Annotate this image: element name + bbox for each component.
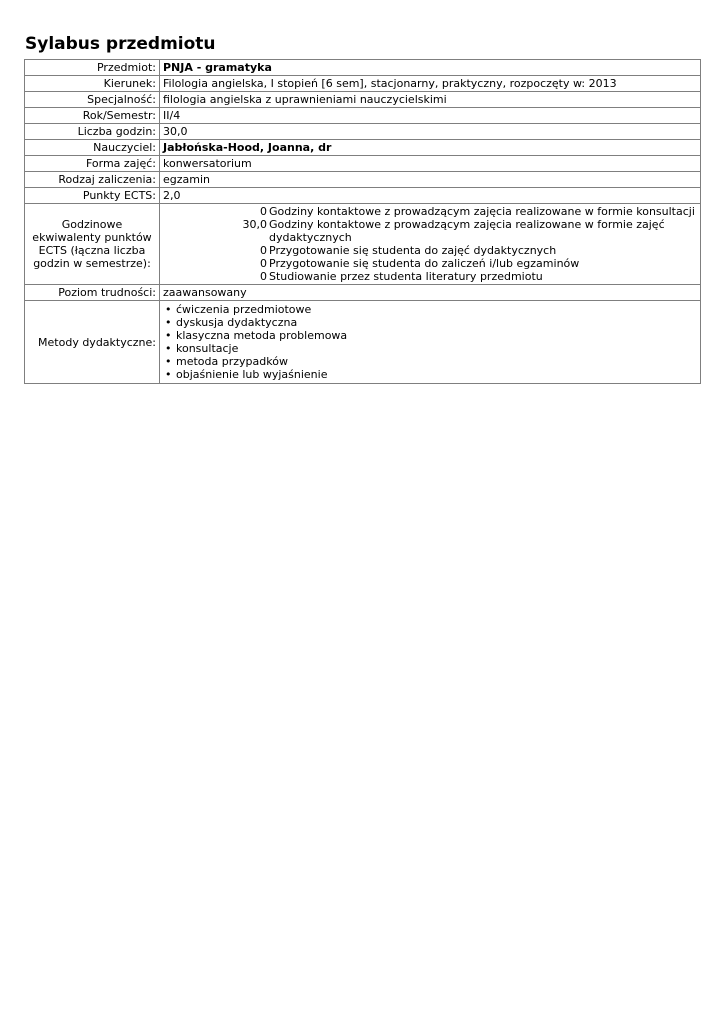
- label-metody-dydaktyczne: Metody dydaktyczne:: [25, 301, 160, 384]
- row-kierunek: [25, 76, 701, 92]
- value-metody-dydaktyczne: [160, 301, 701, 384]
- label-godzinowe-ekwiwalenty: Godzinowe ekwiwalenty punktów ECTS (łączna liczba godzin w semestrze):: [25, 204, 160, 285]
- value-nauczyciel: Jabłońska-Hood, Joanna, dr: [160, 140, 701, 156]
- bullet-icon: •: [165, 316, 172, 329]
- bullet-icon: •: [165, 368, 172, 381]
- hours-value: 0: [260, 205, 267, 218]
- hours-value: 30,0: [242, 218, 267, 231]
- row-liczba-godzin: [25, 124, 701, 140]
- label-kierunek: Kierunek:: [25, 76, 160, 92]
- method-label: klasyczna metoda problemowa: [176, 329, 348, 342]
- method-label: konsultacje: [176, 342, 239, 355]
- label-rok-semestr: Rok/Semestr:: [25, 108, 160, 124]
- label-nauczyciel: Nauczyciel:: [25, 140, 160, 156]
- hours-item: [163, 257, 697, 270]
- hours-value: 0: [260, 270, 267, 283]
- page-title: Sylabus przedmiotu: [25, 34, 216, 54]
- hours-value: 0: [260, 244, 267, 257]
- methods-list: [163, 303, 697, 381]
- row-rok-semestr: [25, 108, 701, 124]
- label-przedmiot: Przedmiot:: [25, 60, 160, 76]
- list-item: [163, 342, 697, 355]
- row-specjalnosc: [25, 92, 701, 108]
- row-forma-zajec: [25, 156, 701, 172]
- value-kierunek: Filologia angielska, I stopień [6 sem], stacjonarny, praktyczny, rozpoczęty w: 2013: [160, 76, 701, 92]
- list-item: [163, 303, 697, 316]
- row-punkty-ects: [25, 188, 701, 204]
- row-poziom-trudnosci: [25, 285, 701, 301]
- value-forma-zajec: konwersatorium: [160, 156, 701, 172]
- hours-item: [163, 205, 697, 218]
- bullet-icon: •: [165, 355, 172, 368]
- list-item: [163, 368, 697, 381]
- value-rodzaj-zaliczenia: egzamin: [160, 172, 701, 188]
- label-poziom-trudnosci: Poziom trudności:: [25, 285, 160, 301]
- value-przedmiot: PNJA - gramatyka: [160, 60, 701, 76]
- hours-description: Studiowanie przez studenta literatury przedmiotu: [269, 270, 543, 283]
- list-item: [163, 316, 697, 329]
- hours-description: Godziny kontaktowe z prowadzącym zajęcia realizowane w formie zajęć dydaktycznych: [269, 218, 665, 244]
- hours-description: Godziny kontaktowe z prowadzącym zajęcia realizowane w formie konsultacji: [269, 205, 695, 218]
- bullet-icon: •: [165, 329, 172, 342]
- hours-item: [163, 270, 697, 283]
- value-liczba-godzin: 30,0: [160, 124, 701, 140]
- row-nauczyciel: [25, 140, 701, 156]
- list-item: [163, 329, 697, 342]
- hours-item: [163, 218, 697, 244]
- label-specjalnosc: Specjalność:: [25, 92, 160, 108]
- row-godzinowe-ekwiwalenty: [25, 204, 701, 285]
- bullet-icon: •: [165, 303, 172, 316]
- bullet-icon: •: [165, 342, 172, 355]
- hours-description: Przygotowanie się studenta do zaliczeń i/lub egzaminów: [269, 257, 580, 270]
- value-poziom-trudnosci: zaawansowany: [160, 285, 701, 301]
- method-label: metoda przypadków: [176, 355, 288, 368]
- hours-item: [163, 244, 697, 257]
- value-specjalnosc: filologia angielska z uprawnieniami nauczycielskimi: [160, 92, 701, 108]
- value-godzinowe-ekwiwalenty: [160, 204, 701, 285]
- label-rodzaj-zaliczenia: Rodzaj zaliczenia:: [25, 172, 160, 188]
- value-rok-semestr: II/4: [160, 108, 701, 124]
- row-rodzaj-zaliczenia: [25, 172, 701, 188]
- method-label: ćwiczenia przedmiotowe: [176, 303, 312, 316]
- label-forma-zajec: Forma zajęć:: [25, 156, 160, 172]
- list-item: [163, 355, 697, 368]
- hours-description: Przygotowanie się studenta do zajęć dydaktycznych: [269, 244, 557, 257]
- label-liczba-godzin: Liczba godzin:: [25, 124, 160, 140]
- value-punkty-ects: 2,0: [160, 188, 701, 204]
- row-przedmiot: [25, 60, 701, 76]
- method-label: dyskusja dydaktyczna: [176, 316, 298, 329]
- label-punkty-ects: Punkty ECTS:: [25, 188, 160, 204]
- row-metody-dydaktyczne: [25, 301, 701, 384]
- method-label: objaśnienie lub wyjaśnienie: [176, 368, 328, 381]
- hours-value: 0: [260, 257, 267, 270]
- syllabus-table: [24, 59, 701, 384]
